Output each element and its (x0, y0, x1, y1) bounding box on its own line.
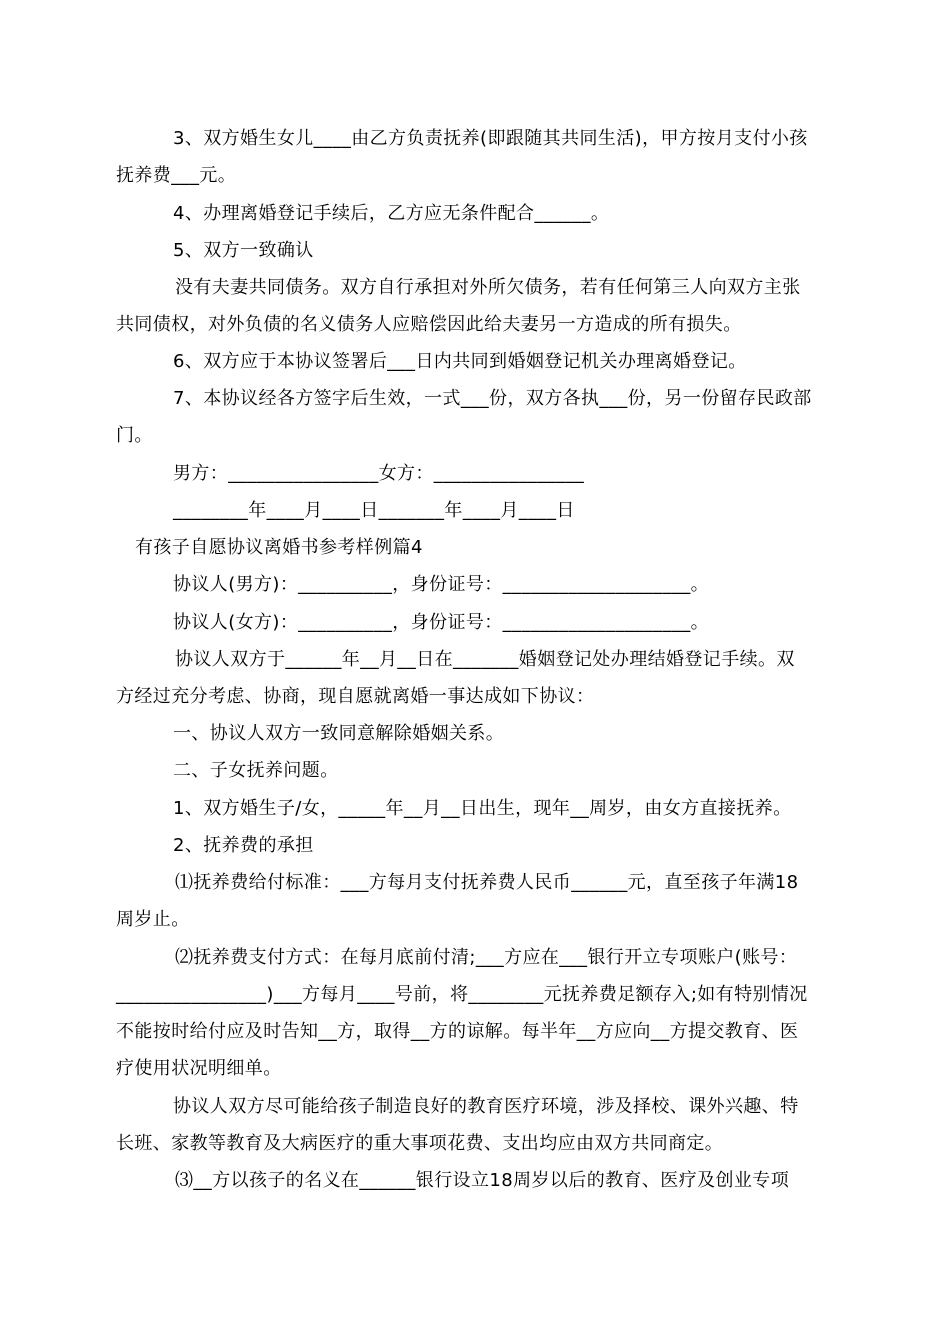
custody-clause-1: 1、双方婚生子/女，_____年__月__日出生，现年__周岁，由女方直接抚养。 (173, 798, 792, 819)
payment-method-line-3: 不能按时给付应及时告知__方，取得__方的谅解。每半年__方应向__方提交教育、医 (116, 1021, 799, 1042)
education-paragraph-line-1: 协议人双方尽可能给孩子制造良好的教育医疗环境，涉及择校、课外兴趣、特 (173, 1096, 799, 1117)
party-female: 协议人(女方)：__________，身份证号：____________________。 (173, 612, 710, 633)
clause-6: 6、双方应于本协议签署后___日内共同到婚姻登记机关办理离婚登记。 (173, 351, 747, 372)
intro-line-1: 协议人双方于______年__月__日在_______婚姻登记处办理结婚登记手续。双 (175, 649, 795, 670)
party-male: 协议人(男方)：__________，身份证号：____________________。 (173, 574, 710, 595)
payment-method-line-2: ________________)___方每月____号前，将________元抚养费足额存入;如有特别情况 (116, 984, 808, 1005)
payment-method-line-1: ⑵抚养费支付方式：在每月底前付清;___方应在___银行开立专项账户(账号： (175, 947, 798, 968)
payment-method-line-4: 疗使用状况明细单。 (116, 1058, 282, 1079)
support-standard-line-2: 周岁止。 (116, 909, 190, 930)
signature-line: 男方：________________女方：________________ (173, 463, 585, 484)
clause-7-line-1: 7、本协议经各方签字后生效，一式___份，双方各执___份，另一份留存民政部 (173, 388, 812, 409)
clause-3-line-2: 抚养费___元。 (116, 165, 237, 186)
intro-line-2: 方经过充分考虑、协商，现自愿就离婚一事达成如下协议： (116, 686, 595, 707)
custody-clause-2: 2、抚养费的承担 (173, 835, 314, 856)
debt-paragraph-line-1: 没有夫妻共同债务。双方自行承担对外所欠债务，若有任何第三人向双方主张 (175, 277, 801, 298)
education-paragraph-line-2: 长班、家教等教育及大病医疗的重大事项花费、支出均应由双方共同商定。 (116, 1133, 724, 1154)
date-line: ________年____月____日_______年____月____日 (173, 500, 575, 521)
clause-3-line-1: 3、双方婚生女儿____由乙方负责抚养(即跟随其共同生活)，甲方按月支付小孩 (173, 128, 808, 149)
special-account-line-1: ⑶__方以孩子的名义在______银行设立18周岁以后的教育、医疗及创业专项 (175, 1170, 790, 1191)
clause-5: 5、双方一致确认 (173, 240, 314, 261)
clause-7-line-2: 门。 (116, 425, 153, 446)
item-two: 二、子女抚养问题。 (173, 760, 339, 781)
item-one: 一、协议人双方一致同意解除婚姻关系。 (173, 723, 505, 744)
debt-paragraph-line-2: 共同债权，对外负债的名义债务人应赔偿因此给夫妻另一方造成的所有损失。 (116, 314, 742, 335)
section-title: 有孩子自愿协议离婚书参考样例篇4 (135, 537, 423, 558)
clause-4: 4、办理离婚登记手续后，乙方应无条件配合______。 (173, 203, 610, 224)
support-standard-line-1: ⑴抚养费给付标准：___方每月支付抚养费人民币______元，直至孩子年满18 (175, 872, 799, 893)
